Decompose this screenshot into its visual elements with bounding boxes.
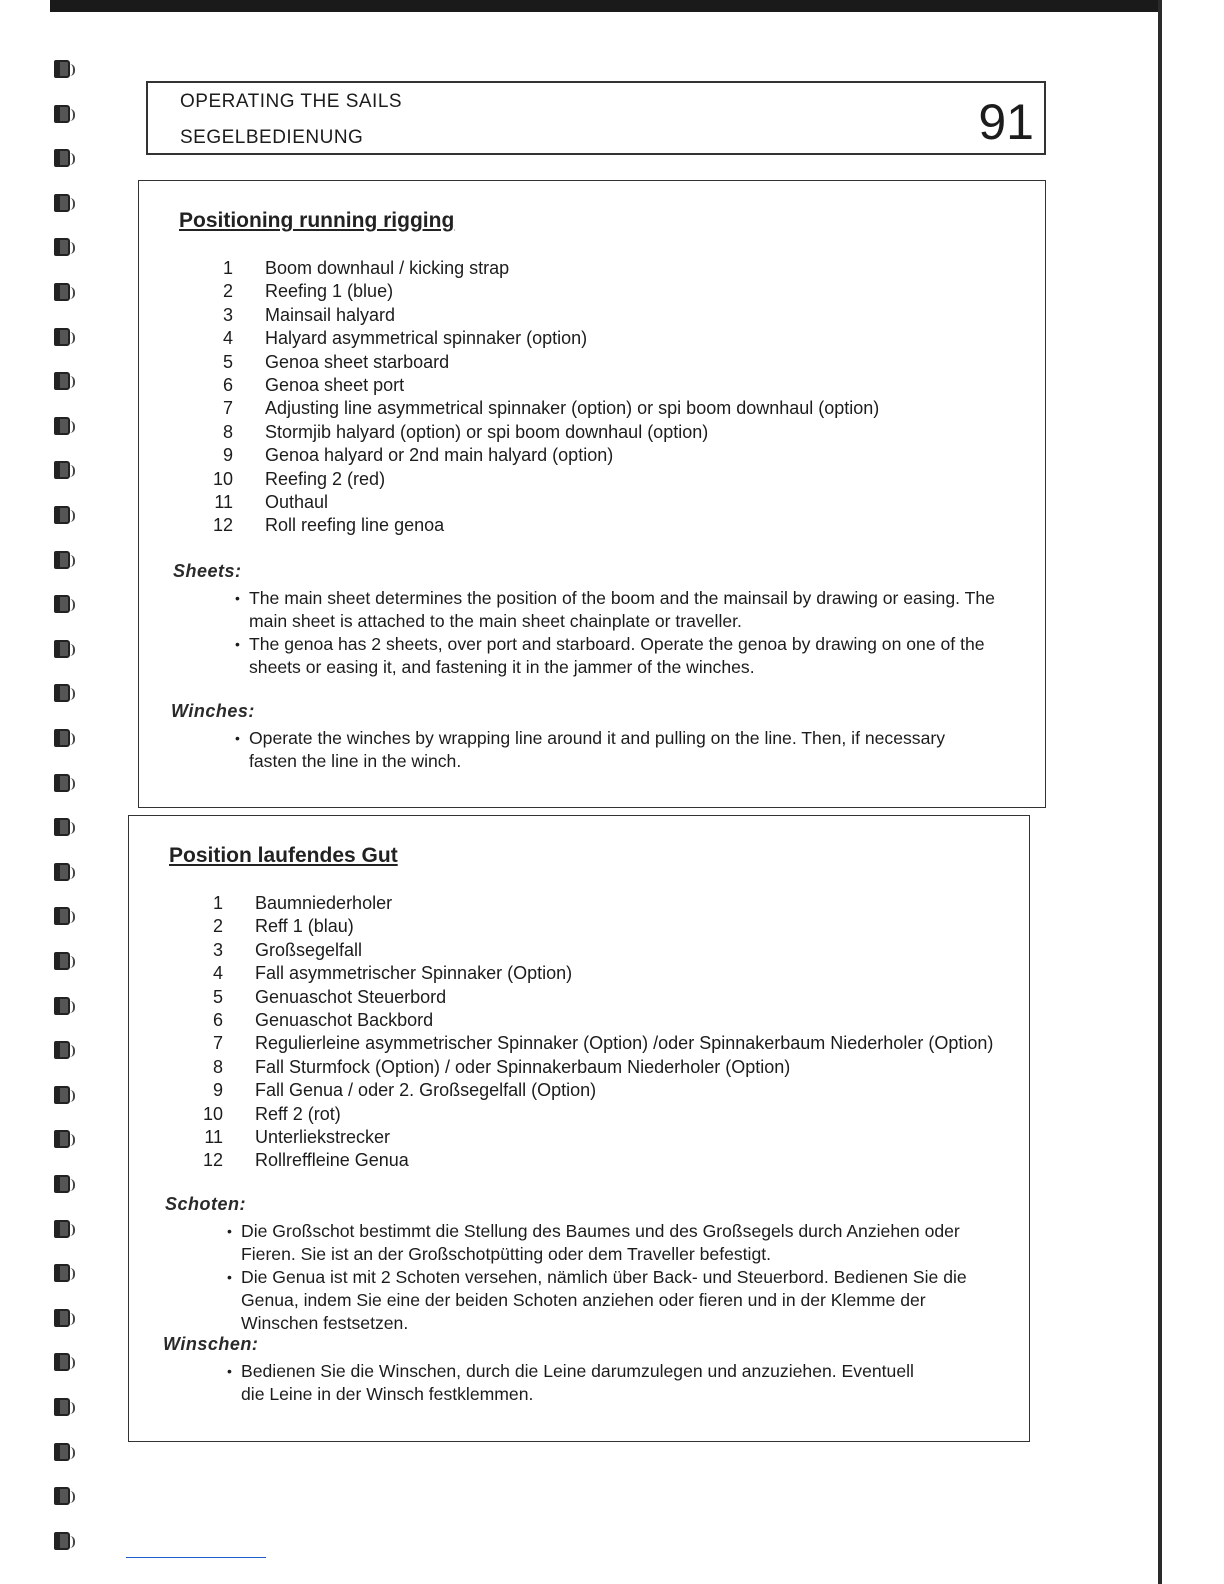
- list-item: 2 Reff 1 (blau): [212, 916, 354, 937]
- binding-ring: [54, 1398, 70, 1416]
- list-item: 11 Unterliekstrecker: [204, 1126, 391, 1147]
- list-item: 7 Regulierleine asymmetrischer Spinnaker (Option) /oder Spinnakerbaum Niederholer (Option): [212, 1033, 994, 1054]
- winches-bullets: [235, 727, 995, 773]
- binding-ring: [54, 640, 70, 658]
- bullet-item: • Die Genua ist mit 2 Schoten versehen, nämlich über Back- und Steuerbord. Bedienen Sie die Genua, indem Sie eine der beiden Schoten anziehen oder fieren und in der Klemme der Winschen festsetzen.: [227, 1266, 1002, 1335]
- list-item: 6 Genuaschot Backbord: [212, 1009, 434, 1030]
- list-item: 10 Reefing 2 (red): [212, 468, 386, 489]
- binding-ring: [54, 1041, 70, 1059]
- binding-ring: [54, 1487, 70, 1505]
- list-item: 11 Outhaul: [214, 491, 329, 512]
- list-item: 9 Fall Genua / oder 2. Großsegelfall (Option): [212, 1080, 597, 1101]
- header-title-de: SEGELBEDIENUNG: [180, 127, 364, 148]
- binding-ring: [54, 774, 70, 792]
- binding-ring: [54, 1353, 70, 1371]
- section-title: Positioning running rigging: [179, 209, 455, 232]
- binding-ring: [54, 684, 70, 702]
- winches-heading: Winches:: [171, 701, 255, 721]
- list-item: 3 Mainsail halyard: [222, 304, 396, 325]
- binding-ring: [54, 907, 70, 925]
- winches-heading: Winschen:: [163, 1334, 259, 1354]
- page-number: 91: [978, 94, 1034, 150]
- sheets-heading: Sheets:: [173, 561, 242, 581]
- binding-ring: [54, 60, 70, 78]
- list-item: 7 Adjusting line asymmetrical spinnaker (option) or spi boom downhaul (option): [222, 398, 880, 419]
- sheets-bullets: [227, 1220, 1002, 1335]
- binding-ring: [54, 105, 70, 123]
- list-item: 1 Boom downhaul / kicking strap: [222, 258, 510, 278]
- binding-ring: [54, 551, 70, 569]
- binding-ring: [54, 1175, 70, 1193]
- list-item: 1 Baumniederholer: [212, 893, 393, 913]
- binding-ring: [54, 1086, 70, 1104]
- binding-ring: [54, 595, 70, 613]
- rigging-list: [179, 892, 993, 1173]
- list-item: 2 Reefing 1 (blue): [222, 281, 394, 302]
- page-header: [146, 81, 1046, 155]
- rigging-list: [189, 257, 879, 538]
- binding-ring: [54, 238, 70, 256]
- scan-right-edge: [1158, 0, 1162, 1584]
- binding-ring: [54, 1220, 70, 1238]
- binding-ring: [54, 952, 70, 970]
- header-title-en: OPERATING THE SAILS: [180, 91, 403, 112]
- bullet-item: • Die Großschot bestimmt die Stellung des Baumes und des Großsegels durch Anziehen oder Fieren. Sie ist an der Großschotpütting oder dem Traveller befestigt.: [227, 1220, 1002, 1266]
- list-item: 12 Roll reefing line genoa: [212, 515, 445, 536]
- list-item: 4 Fall asymmetrischer Spinnaker (Option): [212, 963, 573, 984]
- bullet-item: • The genoa has 2 sheets, over port and starboard. Operate the genoa by drawing on one of the sheets or easing it, and fastening it in the jammer of the winches.: [235, 633, 1015, 679]
- footer-rule: [126, 1557, 266, 1558]
- list-item: 5 Genuaschot Steuerbord: [212, 986, 447, 1007]
- binding-ring: [54, 328, 70, 346]
- binding-ring: [54, 149, 70, 167]
- list-item: 12 Rollreffleine Genua: [202, 1150, 409, 1171]
- binding-ring: [54, 506, 70, 524]
- bullet-item: • The main sheet determines the position of the boom and the mainsail by drawing or easing. The main sheet is attached to the main sheet chainplate or traveller.: [235, 587, 1015, 633]
- list-item: 6 Genoa sheet port: [222, 374, 405, 395]
- binding-ring: [54, 194, 70, 212]
- sheets-heading: Schoten:: [165, 1194, 247, 1214]
- list-item: 10 Reff 2 (rot): [202, 1103, 341, 1124]
- binding-ring: [54, 818, 70, 836]
- bullet-item: • Bedienen Sie die Winschen, durch die Leine darumzulegen und anzuziehen. Eventuell die Leine in der Winsch festklemmen.: [227, 1360, 927, 1406]
- binding-ring: [54, 1264, 70, 1282]
- list-item: 9 Genoa halyard or 2nd main halyard (option): [222, 445, 614, 466]
- scan-top-edge: [50, 0, 1162, 12]
- binding-ring: [54, 1130, 70, 1148]
- binding-ring: [54, 283, 70, 301]
- section-german: [128, 815, 1030, 1442]
- binding-ring: [54, 461, 70, 479]
- list-item: 4 Halyard asymmetrical spinnaker (option): [222, 328, 588, 349]
- list-item: 8 Stormjib halyard (option) or spi boom downhaul (option): [222, 421, 709, 442]
- binding-ring: [54, 372, 70, 390]
- binding-ring: [54, 417, 70, 435]
- sheets-bullets: [235, 587, 1015, 679]
- binding-ring: [54, 1532, 70, 1550]
- list-item: 8 Fall Sturmfock (Option) / oder Spinnakerbaum Niederholer (Option): [212, 1056, 791, 1077]
- binding-ring: [54, 1309, 70, 1327]
- section-english: [138, 180, 1046, 808]
- list-item: 5 Genoa sheet starboard: [222, 351, 450, 372]
- binding-ring: [54, 729, 70, 747]
- binding-ring: [54, 1443, 70, 1461]
- binding-ring: [54, 997, 70, 1015]
- list-item: 3 Großsegelfall: [212, 939, 363, 960]
- bullet-item: • Operate the winches by wrapping line around it and pulling on the line. Then, if necessary fasten the line in the winch.: [235, 727, 995, 773]
- binding-ring: [54, 863, 70, 881]
- section-title: Position laufendes Gut: [169, 844, 398, 867]
- winches-bullets: [227, 1360, 927, 1406]
